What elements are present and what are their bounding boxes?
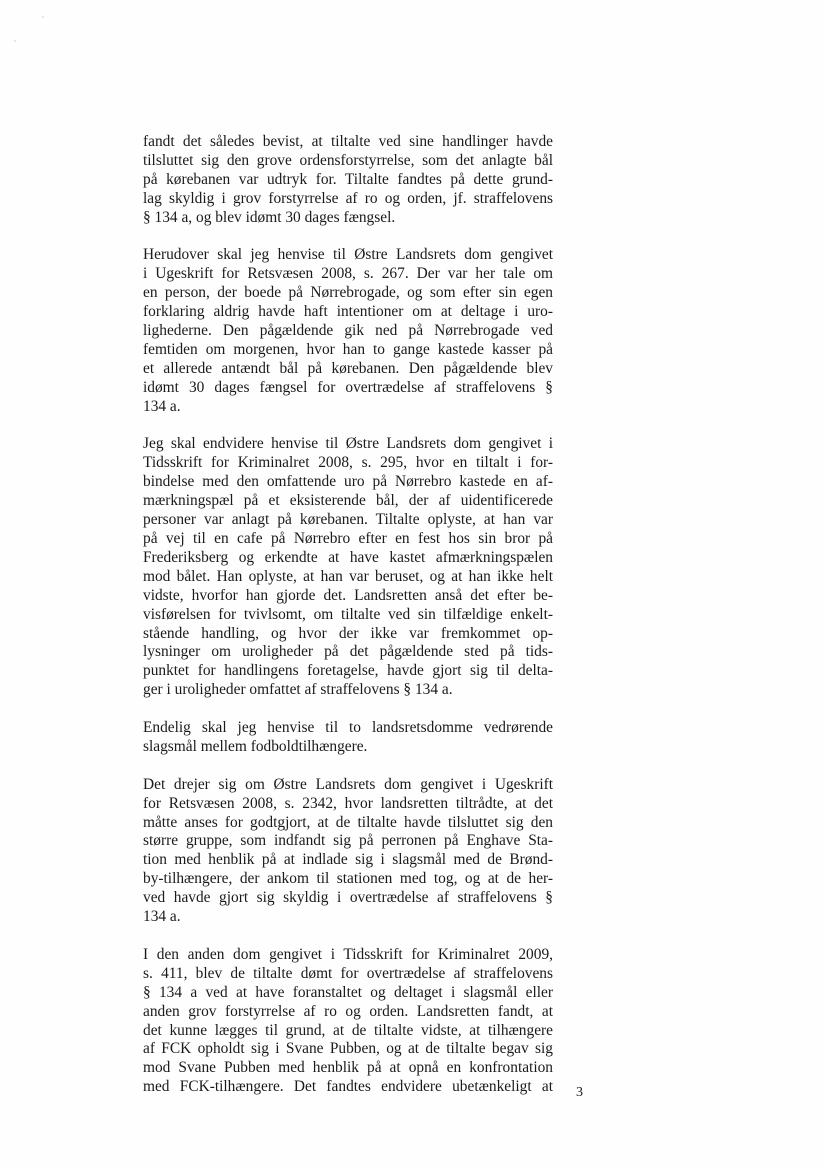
text-line: personer var anlagt på kørebanen. Tiltalte oplyste, at han var <box>143 511 553 529</box>
text-line: vidste, hvorfor han gjorde det. Landsretten anså det efter be- <box>143 586 553 604</box>
paragraph-5 <box>143 776 553 927</box>
text-line: Frederiksberg og erkendte at have kastet afmærkningspælen <box>143 548 553 566</box>
text-line: bindelse med den omfattende uro på Nørrebro kastede en af- <box>143 473 553 491</box>
text-line: § 134 a ved at have foranstaltet og deltaget i slagsmål eller <box>143 983 553 1001</box>
text-line: tilsluttet sig den grove ordensforstyrrelse, som det anlagte bål <box>143 151 553 169</box>
text-line: slagsmål mellem fodboldtilhængere. <box>143 737 368 755</box>
text-line: 134 a. <box>143 397 181 415</box>
paragraph-3 <box>143 435 553 700</box>
paragraph-4 <box>143 719 553 757</box>
text-line: ger i uroligheder omfattet af straffelovens § 134 a. <box>143 681 453 699</box>
paragraph-1 <box>143 133 553 228</box>
text-line: for Retsvæsen 2008, s. 2342, hvor landsretten tiltrådte, at det <box>143 794 553 812</box>
paragraph-6 <box>143 946 553 1097</box>
text-line: lag skyldig i grov forstyrrelse af ro og orden, jf. straffelovens <box>143 189 553 207</box>
scan-mark <box>14 40 16 42</box>
text-line: lighederne. Den pågældende gik ned på Nørrebrogade ved <box>143 322 553 340</box>
text-line: et allerede antændt bål på kørebanen. Den pågældende blev <box>143 359 553 377</box>
text-line: visførelsen for tvivlsomt, om tiltalte ved sin tilfældige enkelt- <box>143 605 553 623</box>
text-line: lysninger om uroligheder på det pågældende sted på tids- <box>143 643 553 661</box>
paragraph-2 <box>143 246 553 416</box>
text-line: femtiden om morgenen, hvor han to gange kastede kasser på <box>143 340 553 358</box>
text-line: fandt det således bevist, at tiltalte ved sine handlinger havde <box>143 133 553 150</box>
text-line: mod Svane Pubben med henblik på at opnå en konfrontation <box>143 1059 553 1077</box>
text-line: stående handling, og hvor der ikke var fremkommet op- <box>143 624 553 642</box>
text-line: måtte anses for godtgjort, at de tiltalte havde tilsluttet sig den <box>143 813 553 831</box>
text-line: det kunne lægges til grund, at de tiltalte vidste, at tilhængere <box>143 1021 553 1039</box>
text-line: § 134 a, og blev idømt 30 dages fængsel. <box>143 208 396 226</box>
text-line: Jeg skal endvidere henvise til Østre Landsrets dom gengivet i <box>143 435 553 453</box>
text-line: by-tilhængere, der ankom til stationen med tog, og at de her- <box>143 870 553 888</box>
text-line: anden grov forstyrrelse af ro og orden. Landsretten fandt, at <box>143 1002 553 1020</box>
text-line: på vej til en cafe på Nørrebro efter en fest hos sin bror på <box>143 530 553 547</box>
text-line: Tidsskrift for Kriminalret 2008, s. 295, hvor en tiltalt i for- <box>143 454 553 472</box>
text-line: mærkningspæl på et eksisterende bål, der af uidentificerede <box>143 492 553 510</box>
text-line: Endelig skal jeg henvise til to landsretsdomme vedrørende <box>143 719 553 737</box>
text-line: på kørebanen var udtryk for. Tiltalte fandtes på dette grund- <box>143 170 553 188</box>
text-line: større gruppe, som indfandt sig på perronen på Enghave Sta- <box>143 832 553 850</box>
scan-mark <box>42 16 44 18</box>
text-line: punktet for handlingens foretagelse, havde gjort sig til delta- <box>143 662 553 680</box>
text-line: mod bålet. Han oplyste, at han var beruset, og at han ikke helt <box>143 567 553 585</box>
text-line: Det drejer sig om Østre Landsrets dom gengivet i Ugeskrift <box>143 775 553 793</box>
text-line: Herudover skal jeg henvise til Østre Landsrets dom gengivet <box>143 246 553 264</box>
text-line: med FCK-tilhængere. Det fandtes endvidere ubetænkeligt at <box>143 1078 553 1096</box>
page-number: 3 <box>576 1085 583 1100</box>
body-text <box>143 133 553 1116</box>
text-line: idømt 30 dages fængsel for overtrædelse af straffelovens § <box>143 378 553 396</box>
text-line: forklaring aldrig havde haft intentioner om at deltage i uro- <box>143 303 553 321</box>
text-line: i Ugeskrift for Retsvæsen 2008, s. 267. Der var her tale om <box>143 265 553 283</box>
text-line: s. 411, blev de tiltalte dømt for overtrædelse af straffelovens <box>143 964 553 982</box>
text-line: en person, der boede på Nørrebrogade, og som efter sin egen <box>143 284 553 302</box>
text-line: I den anden dom gengivet i Tidsskrift for Kriminalret 2009, <box>143 945 553 963</box>
text-line: af FCK opholdt sig i Svane Pubben, og at de tiltalte begav sig <box>143 1040 553 1058</box>
text-line: 134 a. <box>143 908 181 926</box>
text-line: tion med henblik på at indlade sig i slagsmål med de Brønd- <box>143 851 553 869</box>
text-line: ved havde gjort sig skyldig i overtrædelse af straffelovens § <box>143 889 553 907</box>
